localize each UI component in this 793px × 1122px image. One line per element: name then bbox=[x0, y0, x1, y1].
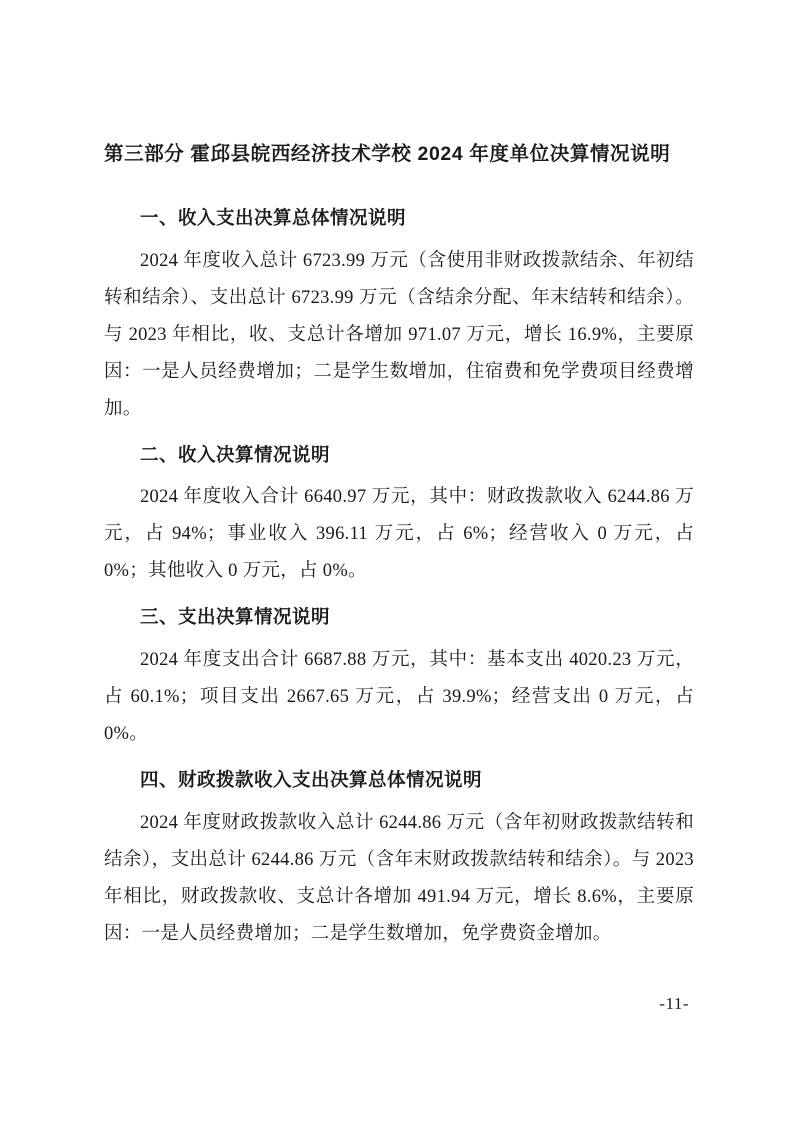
section-3-heading: 三、支出决算情况说明 bbox=[140, 606, 331, 628]
section-3-paragraph-1: 2024 年度支出合计 6687.88 万元，其中：基本支出 4020.23 万元，占 60.1%；项目支出 2667.65 万元，占 39.9%；经营支出 0 万元，占 0%。 bbox=[104, 650, 694, 745]
page-number: -11- bbox=[659, 994, 689, 1013]
page-title: 第三部分 霍邱县皖西经济技术学校 2024 年度单位决算情况说明 bbox=[104, 143, 671, 165]
section-1-paragraph-1: 2024 年度收入总计 6723.99 万元（含使用非财政拨款结余、年初结转和结余）、支出总计 6723.99 万元（含结余分配、年末结转和结余）。与 2023 年相比，收、支总计各增加 971.07 万元，增长 16.9%，主要原因：一是人员经费增加；二是学生数增加，住宿费和免学费项目经费增加。 bbox=[104, 250, 694, 419]
document-body bbox=[104, 140, 694, 965]
section-4 bbox=[104, 765, 694, 953]
section-4-heading: 四、财政拨款收入支出决算总体情况说明 bbox=[140, 769, 483, 791]
section-2 bbox=[104, 440, 694, 591]
section-1-heading: 一、收入支出决算总体情况说明 bbox=[140, 207, 407, 229]
section-3 bbox=[104, 602, 694, 753]
section-1 bbox=[104, 203, 694, 428]
section-4-paragraph-1: 2024 年度财政拨款收入总计 6244.86 万元（含年初财政拨款结转和结余），支出总计 6244.86 万元（含年末财政拨款结转和结余）。与 2023 年相比，财政拨款收、支总计各增加 491.94 万元，增长 8.6%，主要原因：一是人员经费增加；二是学生数增加，免学费资金增加。 bbox=[104, 812, 694, 944]
section-2-heading: 二、收入决算情况说明 bbox=[140, 443, 331, 465]
section-2-paragraph-1: 2024 年度收入合计 6640.97 万元，其中：财政拨款收入 6244.86 万元，占 94%；事业收入 396.11 万元，占 6%；经营收入 0 万元，占 0%；其他收入 0 万元，占 0%。 bbox=[104, 487, 694, 582]
